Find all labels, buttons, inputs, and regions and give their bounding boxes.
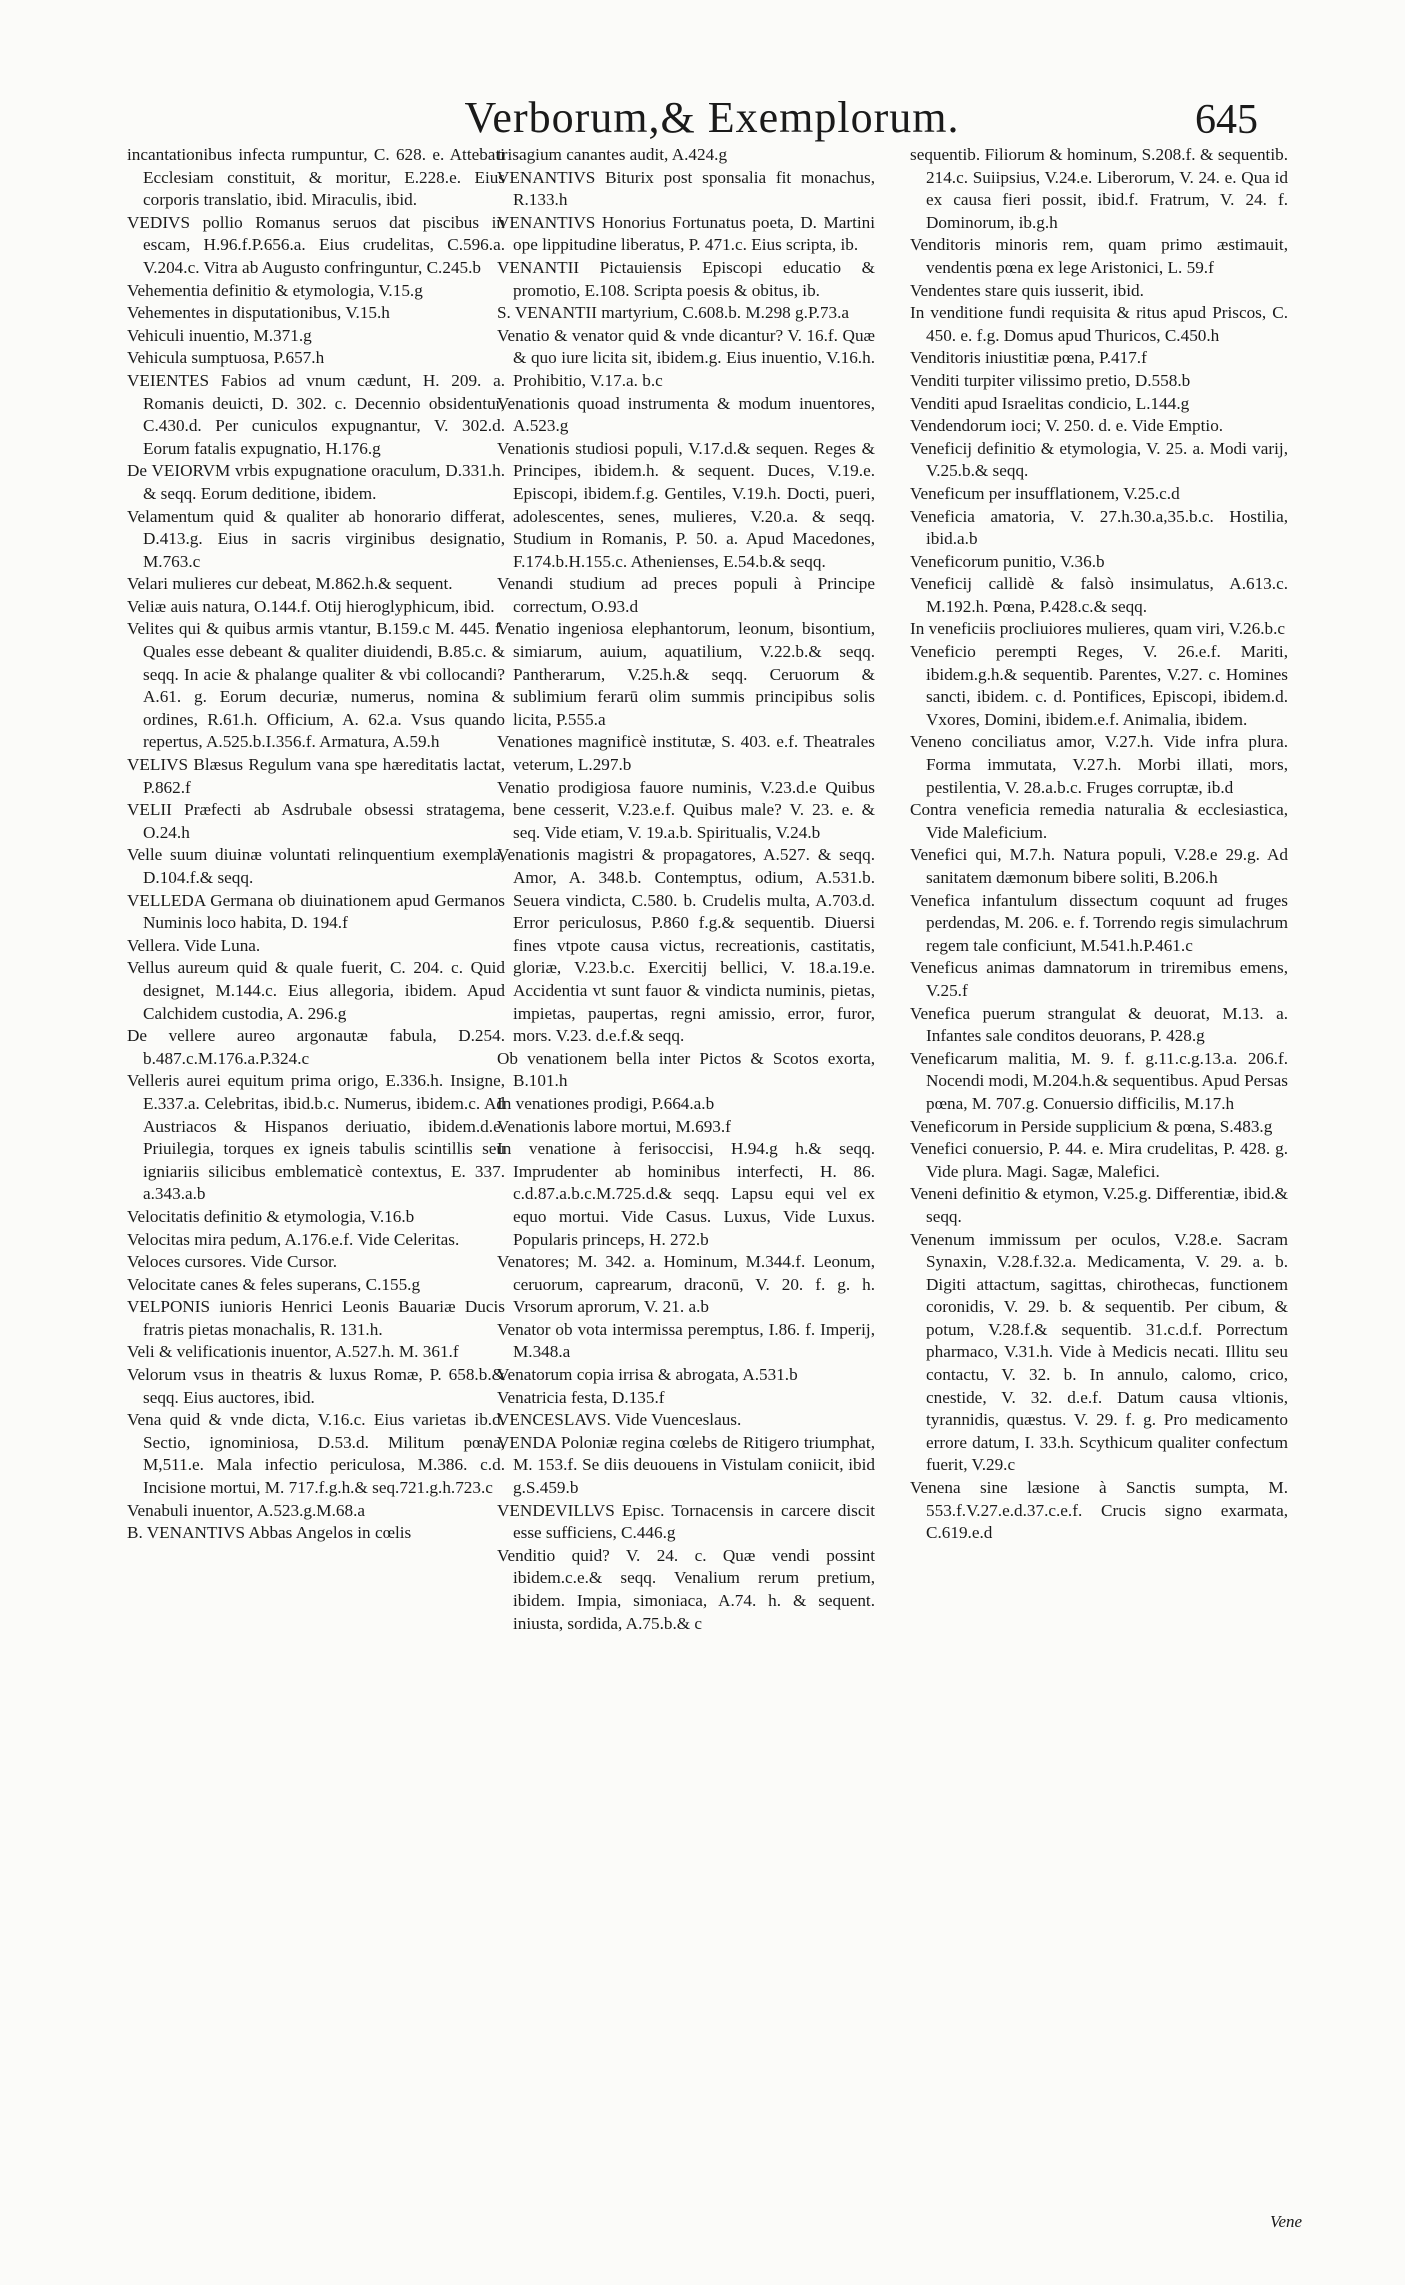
index-entry: Venefica infantulum dissectum coquunt ad fruges perdendas, M. 206. e. f. Torrendo regis simulachrum regem tale conficiunt, M.541.h.P.461.c (910, 890, 1288, 955)
index-entry: Veneficum per insufflationem, V.25.c.d (910, 483, 1180, 503)
index-entry: Veloces cursores. Vide Cursor. (127, 1252, 338, 1272)
index-entry: Venefica puerum strangulat & deuorat, M.13. a. Infantes sale conditos deuorans, P. 428.g (910, 1003, 1288, 1046)
index-column-right (910, 144, 1288, 2204)
index-entry: Contra veneficia remedia naturalia & ecclesiastica, Vide Maleficium. (910, 800, 1288, 842)
index-entry: Vehicula sumptuosa, P.657.h (127, 348, 325, 368)
index-entry: Venabuli inuentor, A.523.g.M.68.a (127, 1500, 365, 1520)
index-entry: Venditi apud Israelitas condicio, L.144.g (910, 393, 1190, 413)
index-entry: Veneficorum in Perside supplicium & pœna, S.483.g (910, 1116, 1273, 1136)
index-entry: Venatio & venator quid & vnde dicantur? V. 16.f. Quæ & quo iure licita sit, ibidem.g. Eius inuentio, V.16.h. Prohibitio, V.17.a. b.c (497, 325, 875, 390)
index-entry: Velari mulieres cur debeat, M.862.h.& sequent. (127, 574, 453, 594)
index-entry: VELIVS Blæsus Regulum vana spe hæreditatis lactat, P.862.f (127, 755, 505, 797)
index-entry: Vehiculi inuentio, M.371.g (127, 325, 312, 345)
index-entry: Velocitate canes & feles superans, C.155.g (127, 1274, 421, 1294)
index-entry: VELLEDA Germana ob diuinationem apud Germanos Numinis loco habita, D. 194.f (127, 890, 505, 933)
index-entry: Velamentum quid & qualiter ab honorario differat, D.413.g. Eius in sacris virginibus designatio, M.763.c (127, 506, 505, 571)
index-entry: Venatores; M. 342. a. Hominum, M.344.f. Leonum, ceruorum, caprearum, draconū, V. 20. f. g. h. Vrsorum aprorum, V. 21. a.b (497, 1252, 875, 1317)
index-entry: Venationis studiosi populi, V.17.d.& sequen. Reges & Principes, ibidem.h. & sequent. Duces, V.19.e. Episcopi, ibidem.f.g. Gentiles, V.19.h. Docti, pueri, adolescentes, senes, mulieres, V.20.a. & seqq. Studium in Romanis, P. 50. a. Apud Macedones, F.174.b.H.155.c. Athenienses, E.54.b.& seqq. (497, 438, 875, 571)
index-entry: VENDEVILLVS Episc. Tornacensis in carcere discit esse sufficiens, C.446.g (497, 1500, 875, 1543)
index-entry: Vellera. Vide Luna. (127, 935, 261, 955)
index-entry: Veneficus animas damnatorum in triremibus emens, V.25.f (910, 958, 1288, 1000)
index-entry: Venefici qui, M.7.h. Natura populi, V.28.e 29.g. Ad sanitatem dæmonum bibere soliti, B.206.h (910, 845, 1288, 887)
index-entry: Venatorum copia irrisa & abrogata, A.531.b (497, 1365, 798, 1385)
index-entry: Velites qui & quibus armis vtantur, B.159.c M. 445. f. Quales esse debeant & qualiter diuidendi, B.85.c. & seqq. In acie & phalange qualiter & vbi collocandi? A.61. g. Eorum decuriæ, numerus, nomina & ordines, R.61.h. Officium, A. 62.a. Vsus quando repertus, A.525.b.I.356.f. Armatura, A.59.h (127, 619, 505, 752)
index-column-middle (497, 144, 875, 2204)
index-entry: Veneno conciliatus amor, V.27.h. Vide infra plura. Forma immutata, V.27.h. Morbi illati, mors, pestilentia, V. 28.a.b.c. Fruges corruptæ, ib.d (910, 732, 1288, 797)
index-entry: trisagium canantes audit, A.424.g (497, 145, 728, 164)
index-entry: VEIENTES Fabios ad vnum cædunt, H. 209. a. Romanis deuicti, D. 302. c. Decennio obsidentur, C.430.d. Per cuniculos expugnantur, V. 302.d. Eorum fatalis expugnatio, H.176.g (127, 370, 505, 458)
catchword: Vene (1270, 2212, 1303, 2231)
index-entry: Veneficio perempti Reges, V. 26.e.f. Mariti, ibidem.g.h.& sequentib. Parentes, V.27. c. Homines sancti, ibidem. c. d. Pontifices, Episcopi, ibidem.d. Vxores, Domini, ibidem.e.f. Animalia, ibidem. (910, 642, 1288, 729)
index-entry: De vellere aureo argonautæ fabula, D.254. b.487.c.M.176.a.P.324.c (127, 1026, 505, 1068)
index-entry: Venditi turpiter vilissimo pretio, D.558.b (910, 370, 1191, 390)
index-entry: VENCESLAVS. Vide Vuenceslaus. (497, 1410, 742, 1430)
index-entry: Venenum immissum per oculos, V.28.e. Sacram Synaxin, V.28.f.32.a. Medicamenta, V. 29. a. b. Digiti attactum, sagittas, chirothecas, functionem coronidis, V. 29. b. & sequentib. Per cibum, & potum, V.28.f.& sequentib. 31.c.d.f. Porrectum pharmaco, V.31.h. Vide à Medicis necati. Illitu seu contactu, V. 32. b. In annulo, calomo, crico, cnestide, V. 32. d.e.f. Datum causa vltionis, tyrannidis, quæstus. V. 29. f. g. Pro medicamento errore datum, I. 33.h. Scythicum qualiter confectum fuerit, V.29.c (910, 1229, 1288, 1475)
index-entry: VENANTIVS Biturix post sponsalia fit monachus, R.133.h (497, 167, 875, 210)
index-entry: sequentib. Filiorum & hominum, S.208.f. & sequentib. 214.c. Suiipsius, V.24.e. Liberorum, V. 24. e. Qua id ex causa fieri possit, ibid.f. Fratrum, V. 24. f. Dominorum, ib.g.h (910, 145, 1288, 232)
index-entry: Venditoris minoris rem, quam primo æstimauit, vendentis pœna ex lege Aristonici, L. 59.f (910, 235, 1288, 277)
index-column-left (127, 144, 505, 2204)
index-entry: Venatio ingeniosa elephantorum, leonum, bisontium, simiarum, auium, aquatilium, V.22.b.& seqq. Pantherarum, V.25.h.& seqq. Ceruorum & sublimium ferarū olim summis principibus solis licita, P.555.a (497, 619, 875, 729)
index-entry: Vendendorum ioci; V. 250. d. e. Vide Emptio. (910, 416, 1224, 436)
index-entry: Venandi studium ad preces populi à Principe correctum, O.93.d (497, 574, 875, 616)
index-entry: Venationis labore mortui, M.693.f (497, 1116, 731, 1136)
index-entry: Venator ob vota intermissa peremptus, I.86. f. Imperij, M.348.a (497, 1319, 875, 1362)
index-entry: Vehementes in disputationibus, V.15.h (127, 303, 390, 323)
index-entry: Veli & velificationis inuentor, A.527.h. M. 361.f (127, 1342, 459, 1362)
index-entry: VENDA Poloniæ regina cœlebs de Ritigero triumphat, M. 153.f. Se diis deuouens in Vistulam coniicit, ibid g.S.459.b (497, 1432, 875, 1498)
index-entry: Veliæ auis natura, O.144.f. Otij hieroglyphicum, ibid. (127, 596, 495, 616)
index-entry: Veneficarum malitia, M. 9. f. g.11.c.g.13.a. 206.f. Nocendi modi, M.204.h.& sequentibus. Apud Persas pœna, M. 707.g. Conuersio difficilis, M.17.h (910, 1048, 1288, 1113)
index-entry: Venatricia festa, D.135.f (497, 1387, 665, 1407)
index-entry: De VEIORVM vrbis expugnatione oraculum, D.331.h. & seqq. Eorum deditione, ibidem. (127, 461, 505, 503)
index-entry: S. VENANTII martyrium, C.608.b. M.298 g.P.73.a (497, 303, 850, 323)
index-entry: VEDIVS pollio Romanus seruos dat piscibus in escam, H.96.f.P.656.a. Eius crudelitas, C.596.a. V.204.c. Vitra ab Augusto confringuntur, C.245.b (127, 212, 505, 277)
index-entry: Velorum vsus in theatris & luxus Romæ, P. 658.b.& seqq. Eius auctores, ibid. (127, 1365, 505, 1407)
running-title: Verborum,& Exemplorum. (464, 93, 960, 142)
index-entry: Venationes magnificè institutæ, S. 403. e.f. Theatrales veterum, L.297.b (497, 732, 875, 775)
index-entry: Vehementia definitio & etymologia, V.15.g (127, 280, 423, 300)
index-entry: Veneni definitio & etymon, V.25.g. Differentiæ, ibid.& seqq. (910, 1184, 1288, 1226)
index-entry: In venatione à ferisoccisi, H.94.g h.& seqq. Imprudenter ab hominibus interfecti, H. 86. c.d.87.a.b.c.M.725.d.& seqq. Lapsu equi vel ex equo mortui. Vide Casus. Luxus, Vide Luxus. Popularis princeps, H. 272.b (497, 1139, 875, 1249)
index-entry: Velle suum diuinæ voluntati relinquentium exempla, D.104.f.& seqq. (127, 845, 505, 887)
index-entry: VELII Præfecti ab Asdrubale obsessi stratagema, O.24.h (127, 800, 505, 842)
index-entry: In veneficiis procliuiores mulieres, quam viri, V.26.b.c (910, 619, 1286, 639)
index-entry: incantationibus infecta rumpuntur, C. 628. e. Attebati Ecclesiam constituit, & moritur, E.228.e. Eius corporis translatio, ibid. Miraculis, ibid. (127, 145, 505, 210)
index-entry: Venationis quoad instrumenta & modum inuentores, A.523.g (497, 393, 875, 436)
index-entry: Veneficij callidè & falsò insimulatus, A.613.c. M.192.h. Pœna, P.428.c.& seqq. (910, 574, 1288, 616)
index-entry: Veneficij definitio & etymologia, V. 25. a. Modi varij, V.25.b.& seqq. (910, 438, 1288, 481)
index-entry: Venatio prodigiosa fauore numinis, V.23.d.e Quibus bene cesserit, V.23.e.f. Quibus male? V. 23. e. & seq. Vide etiam, V. 19.a.b. Spiritualis, V.24.b (497, 777, 875, 842)
index-entry: Venefici conuersio, P. 44. e. Mira crudelitas, P. 428. g. Vide plura. Magi. Sagæ, Malefici. (910, 1139, 1288, 1181)
index-entry: Venationis magistri & propagatores, A.527. & seqq. Amor, A. 348.b. Contemptus, odium, A.531.b. Seuera vindicta, C.580. b. Crudelis multa, A.703.d. Error periculosus, P.860 f.g.& sequentib. Diuersi fines vtpote causa victus, recreationis, castitatis, gloriæ, V.23.b.c. Exercitij bellici, V. 18.a.19.e. Accidentia vt sunt fauor & vindicta numinis, pietas, impietas, paupertas, regni amissio, error, furor, mors. V.23. d.e.f.& seqq. (497, 845, 875, 1046)
index-entry: VELPONIS iunioris Henrici Leonis Bauariæ Ducis fratris pietas monachalis, R. 131.h. (127, 1297, 505, 1339)
index-entry: In venditione fundi requisita & ritus apud Priscos, C. 450. e. f.g. Domus apud Thuricos, C.450.h (910, 303, 1288, 345)
index-entry: VENANTIVS Honorius Fortunatus poeta, D. Martini ope lippitudine liberatus, P. 471.c. Eius scripta, ib. (497, 212, 875, 255)
index-entry: VENANTII Pictauiensis Episcopi educatio & promotio, E.108. Scripta poesis & obitus, ib. (497, 257, 875, 300)
page-number: 645 (1195, 97, 1258, 143)
index-entry: Venditoris iniustitiæ pœna, P.417.f (910, 348, 1147, 368)
index-entry: B. VENANTIVS Abbas Angelos in cœlis (127, 1523, 412, 1543)
running-head (0, 92, 1405, 144)
index-entry: Ob venationem bella inter Pictos & Scotos exorta, B.101.h (497, 1048, 875, 1091)
index-entry: Vendentes stare quis iusserit, ibid. (910, 280, 1144, 300)
index-entry: Veneficia amatoria, V. 27.h.30.a,35.b.c. Hostilia, ibid.a.b (910, 506, 1288, 549)
index-entry: Venena sine læsione à Sanctis sumpta, M. 553.f.V.27.e.d.37.c.e.f. Crucis signo exarmata, C.619.e.d (910, 1478, 1288, 1543)
index-entry: Vellus aureum quid & quale fuerit, C. 204. c. Quid designet, M.144.c. Eius allegoria, ibidem. Apud Calchidem custodia, A. 296.g (127, 958, 505, 1023)
index-entry: Velleris aurei equitum prima origo, E.336.h. Insigne, E.337.a. Celebritas, ibid.b.c. Numerus, ibidem.c. Ad Austriacos & Hispanos deriuatio, ibidem.d.e. Priuilegia, torques ex igneis tabulis scintillis seu igniariis silicibus emblematicè contextus, E. 337. a.343.a.b (127, 1071, 505, 1204)
index-entry: Velocitas mira pedum, A.176.e.f. Vide Celeritas. (127, 1229, 460, 1249)
index-entry: Velocitatis definitio & etymologia, V.16.b (127, 1206, 415, 1226)
index-entry: Venditio quid? V. 24. c. Quæ vendi possint ibidem.c.e.& seqq. Venalium rerum pretium, ibidem. Impia, simoniaca, A.74. h. & sequent. iniusta, sordida, A.75.b.& c (497, 1545, 875, 1633)
index-entry: Vena quid & vnde dicta, V.16.c. Eius varietas ib.d. Sectio, ignominiosa, D.53.d. Militum pœna, M,511.e. Mala infectio periculosa, M.386. c.d. Incisione mortui, M. 717.f.g.h.& seq.721.g.h.723.c (127, 1410, 505, 1498)
index-entry: In venationes prodigi, P.664.a.b (497, 1093, 715, 1113)
index-entry: Veneficorum punitio, V.36.b (910, 551, 1105, 571)
